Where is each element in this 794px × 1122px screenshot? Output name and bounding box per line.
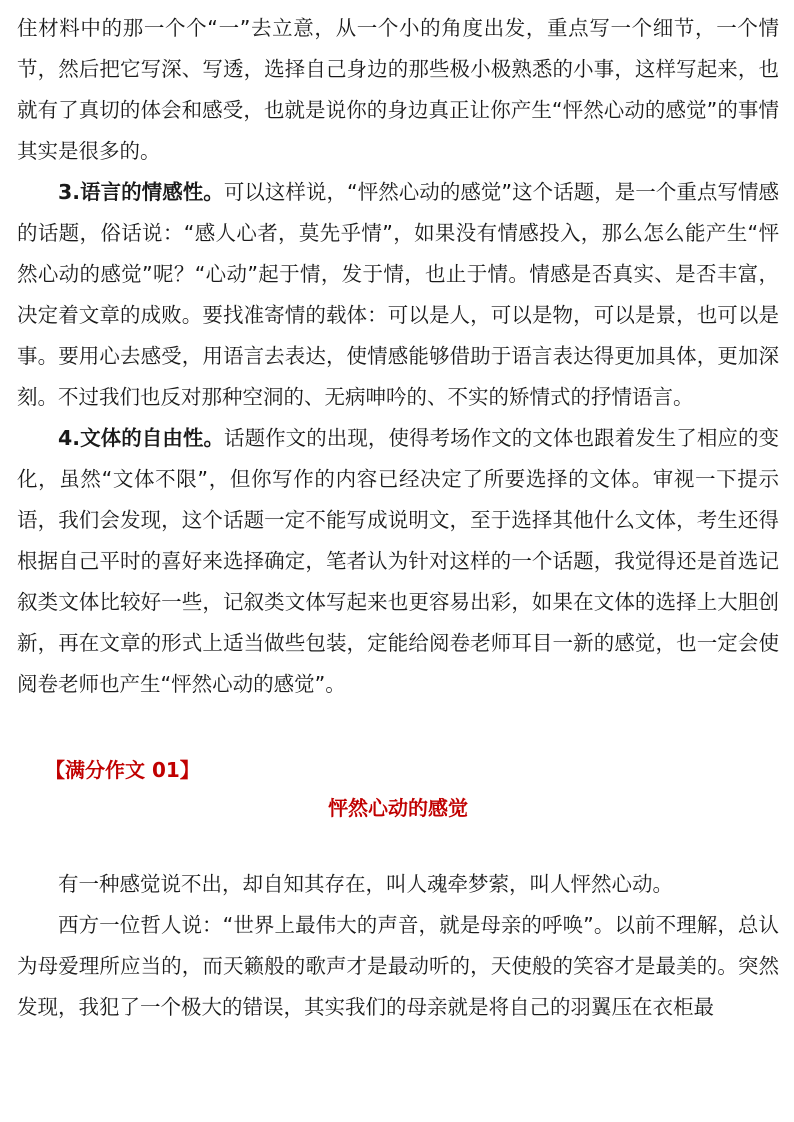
article-paragraph: 西方一位哲人说：“世界上最伟大的声音，就是母亲的呼唤”。以前不理解，总认为母爱理所应当的，而天籁般的歌声才是最动听的，天使般的笑容才是最美的。突然发现，我犯了一个极大的错误，其实我们的母亲就是将自己的羽翼压在衣柜最 xyxy=(17,913,779,1019)
article-title: 怦然心动的感觉 xyxy=(328,796,468,820)
point-4-text: 话题作文的出现，使得考场作文的文体也跟着发生了相应的变化，虽然“文体不限”，但你写作的内容已经决定了所要选择的文体。审视一下提示语，我们会发现，这个话题一定不能写成说明文，至于选择其他什么文体，考生还得根据自己平时的喜好来选择确定，笔者认为针对这样的一个话题，我觉得还是首选记叙类文体比较好一些，记叙类文体写起来也更容易出彩，如果在文体的选择上大胆创新，再在文章的形式上适当做些包装，定能给阅卷老师耳目一新的感觉，也一定会使阅卷老师也产生“怦然心动的感觉”。 xyxy=(17,426,779,696)
article-body xyxy=(17,864,779,1028)
section-tag: 【满分作文 01】 xyxy=(45,758,200,782)
point-3-heading: 3.语言的情感性。 xyxy=(58,180,224,204)
point-4-paragraph xyxy=(17,418,779,705)
point-4-heading: 4.文体的自由性。 xyxy=(58,426,225,450)
point-3-text: 可以这样说，“怦然心动的感觉”这个话题，是一个重点写情感的话题，俗话说：“感人心者，莫先乎情”，如果没有情感投入，那么怎么能产生“怦然心动的感觉”呢？“心动”起于情，发于情，也止于情。情感是否真实、是否丰富，决定着文章的成败。要找准寄情的载体：可以是人，可以是物，可以是景，也可以是事。要用心去感受，用语言去表达，使情感能够借助于语言表达得更加具体，更加深刻。不过我们也反对那种空洞的、无病呻吟的、不实的矫情式的抒情语言。 xyxy=(17,180,779,409)
article-paragraph: 有一种感觉说不出，却自知其存在，叫人魂牵梦萦，叫人怦然心动。 xyxy=(58,872,673,896)
document-page xyxy=(17,8,779,1028)
intro-paragraph: 住材料中的那一个个“一”去立意，从一个小的角度出发，重点写一个细节，一个情节，然后把它写深、写透，选择自己身边的那些极小极熟悉的小事，这样写起来，也就有了真切的体会和感受，也就是说你的身边真正让你产生“怦然心动的感觉”的事情其实是很多的。 xyxy=(17,16,779,163)
point-3-paragraph xyxy=(17,172,779,418)
